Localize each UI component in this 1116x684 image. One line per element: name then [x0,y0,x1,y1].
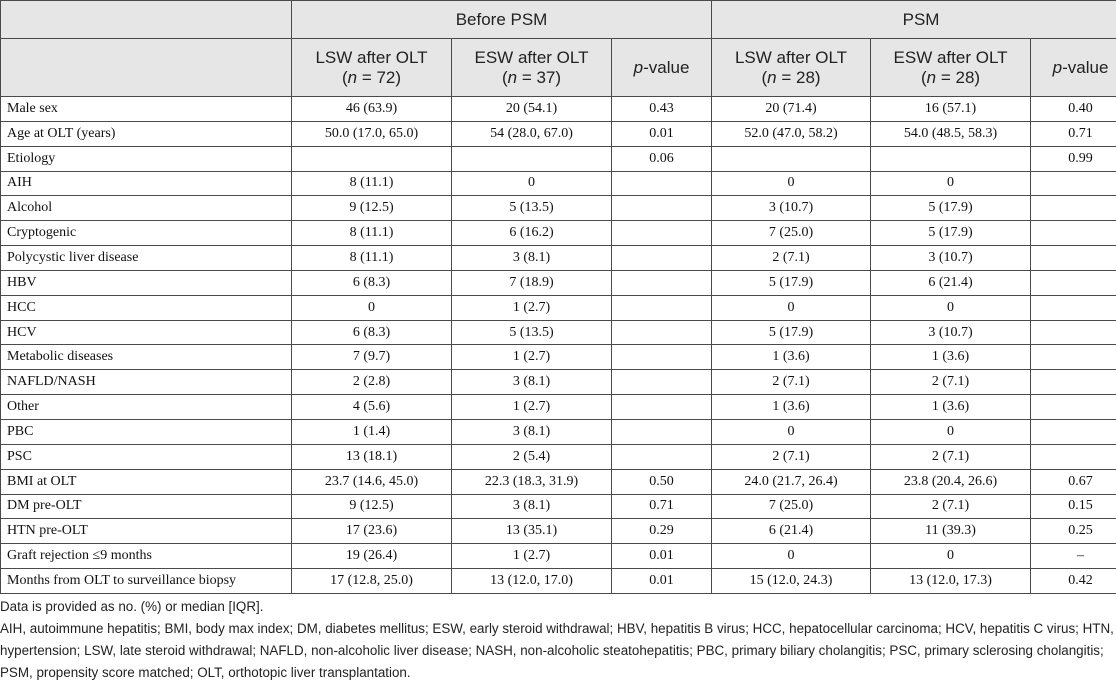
table-row [1,419,1116,444]
row-label: NAFLD/NASH [1,370,292,395]
col-header-p-suffix: -value [643,57,690,77]
table-cell: 0 [712,419,871,444]
table-cell: 8 (11.1) [292,171,452,196]
table-row [1,395,1116,420]
table-row [1,494,1116,519]
table-row [1,370,1116,395]
table-cell: 6 (8.3) [292,270,452,295]
row-label: PSC [1,444,292,469]
table-row [1,221,1116,246]
table-cell: 50.0 (17.0, 65.0) [292,121,452,146]
table-cell [612,246,712,271]
table-cell [292,146,452,171]
table-cell: 5 (17.9) [871,221,1031,246]
table-cell: 0.25 [1031,519,1116,544]
table-row [1,345,1116,370]
table-cell: 54.0 (48.5, 58.3) [871,121,1031,146]
table-cell: 0.67 [1031,469,1116,494]
table-row [1,97,1116,122]
row-label: HTN pre-OLT [1,519,292,544]
table-cell: 13 (35.1) [452,519,612,544]
col-header-p-suffix: -value [1062,57,1109,77]
row-label: Age at OLT (years) [1,121,292,146]
table-cell: 19 (26.4) [292,544,452,569]
table-cell: 17 (12.8, 25.0) [292,569,452,594]
table-cell: 5 (13.5) [452,320,612,345]
col-header-name: ESW after OLT [893,47,1008,67]
table-cell [712,146,871,171]
variable-header [1,39,292,97]
table-row [1,196,1116,221]
row-label: Graft rejection ≤9 months [1,544,292,569]
table-cell: 8 (11.1) [292,246,452,271]
table-cell: 6 (21.4) [712,519,871,544]
col-header-n-open: ( [341,67,348,87]
table-row [1,569,1116,594]
table-row [1,270,1116,295]
col-header-n-var: n [347,67,358,87]
table-cell: 0 [712,544,871,569]
table-row [1,544,1116,569]
row-label: PBC [1,419,292,444]
table-cell: 0.01 [612,544,712,569]
row-label: Months from OLT to surveillance biopsy [1,569,292,594]
table-cell [612,270,712,295]
col-header-n-open: ( [501,67,508,87]
row-label: Other [1,395,292,420]
table-cell: 54 (28.0, 67.0) [452,121,612,146]
col-header [452,39,612,97]
table-cell: 6 (21.4) [871,270,1031,295]
table-row [1,320,1116,345]
table-cell: 0.71 [612,494,712,519]
table-cell [1031,320,1116,345]
table-cell: 0.06 [612,146,712,171]
table-cell [1031,395,1116,420]
table-cell: 2 (5.4) [452,444,612,469]
col-header-p-var: p [633,57,644,77]
table-cell: 2 (7.1) [871,370,1031,395]
table-cell: 0.99 [1031,146,1116,171]
table-cell [1031,345,1116,370]
row-label: Polycystic liver disease [1,246,292,271]
table-cell: 1 (1.4) [292,419,452,444]
table-cell: 3 (10.7) [712,196,871,221]
table-cell: 13 (18.1) [292,444,452,469]
table-cell: 1 (2.7) [452,295,612,320]
table-cell: 20 (71.4) [712,97,871,122]
table-cell: 8 (11.1) [292,221,452,246]
table-cell [1031,444,1116,469]
table-row [1,295,1116,320]
table-cell: 2 (7.1) [871,494,1031,519]
col-header-n-value: = 28) [936,67,981,87]
row-label: HBV [1,270,292,295]
table-cell: 5 (13.5) [452,196,612,221]
table-cell: 16 (57.1) [871,97,1031,122]
table-cell [871,146,1031,171]
table-cell: 5 (17.9) [712,320,871,345]
table-cell: 1 (2.7) [452,395,612,420]
col-header-n-value: = 37) [517,67,562,87]
table-cell: 3 (8.1) [452,494,612,519]
col-header-n-value: = 72) [357,67,402,87]
table-cell: 1 (3.6) [871,345,1031,370]
table-cell: 7 (9.7) [292,345,452,370]
table-row [1,519,1116,544]
table-cell: 5 (17.9) [712,270,871,295]
col-header-n-var: n [767,67,777,87]
table-cell [1031,246,1116,271]
col-header-n-var: n [507,67,518,87]
table-cell: 23.7 (14.6, 45.0) [292,469,452,494]
table-row [1,171,1116,196]
table-cell [612,444,712,469]
table-cell: 0 [871,419,1031,444]
table-cell: 3 (10.7) [871,320,1031,345]
table-cell: 2 (7.1) [871,444,1031,469]
table-cell: 0 [871,295,1031,320]
table-cell [1031,270,1116,295]
table-cell: 22.3 (18.3, 31.9) [452,469,612,494]
table-cell: 9 (12.5) [292,196,452,221]
table-cell: 3 (10.7) [871,246,1031,271]
table-cell: 0 [871,171,1031,196]
table-cell [1031,221,1116,246]
col-header-name: ESW after OLT [474,47,589,67]
table-cell: 9 (12.5) [292,494,452,519]
table-cell: 0.01 [612,569,712,594]
row-label: Male sex [1,97,292,122]
table-cell: 23.8 (20.4, 26.6) [871,469,1031,494]
table-cell: 20 (54.1) [452,97,612,122]
table-cell [1031,171,1116,196]
table-cell: 4 (5.6) [292,395,452,420]
table-row [1,444,1116,469]
col-header-n-value: = 28) [776,67,821,87]
table-cell: 5 (17.9) [871,196,1031,221]
corner-cell [1,1,292,39]
table-cell: 0.40 [1031,97,1116,122]
row-label: Alcohol [1,196,292,221]
table-cell: 3 (8.1) [452,370,612,395]
table-cell [612,221,712,246]
footnote-data-format: Data is provided as no. (%) or median [IQR]. [0,599,264,614]
table-cell [452,146,612,171]
table-cell [1031,370,1116,395]
table-row [1,469,1116,494]
table-cell: 0 [452,171,612,196]
table-cell: 24.0 (21.7, 26.4) [712,469,871,494]
table-cell: 13 (12.0, 17.0) [452,569,612,594]
group-before-psm: Before PSM [292,1,712,39]
row-label: Etiology [1,146,292,171]
col-header-name: LSW after OLT [734,47,848,67]
col-header [712,39,871,97]
table-cell: 0.71 [1031,121,1116,146]
table-cell: 6 (16.2) [452,221,612,246]
table-cell [612,196,712,221]
table-row [1,121,1116,146]
table-row [1,146,1116,171]
col-header [292,39,452,97]
group-psm: PSM [712,1,1116,39]
table-cell: 3 (8.1) [452,419,612,444]
table-cell: 0.43 [612,97,712,122]
row-label: HCC [1,295,292,320]
table-cell: 0 [292,295,452,320]
table-cell: 0.01 [612,121,712,146]
table-cell: 6 (8.3) [292,320,452,345]
table-cell [1031,295,1116,320]
table-cell: 1 (2.7) [452,544,612,569]
table-cell: 0.15 [1031,494,1116,519]
col-header-n-open: ( [920,67,927,87]
table-cell: 0.42 [1031,569,1116,594]
table-cell: 3 (8.1) [452,246,612,271]
col-header [871,39,1031,97]
footnotes [0,596,1116,684]
table-cell [612,345,712,370]
table-cell: 11 (39.3) [871,519,1031,544]
table-cell: 2 (2.8) [292,370,452,395]
table-cell: 7 (25.0) [712,221,871,246]
table-cell [612,171,712,196]
col-header-n-open: ( [761,67,768,87]
table-cell: 0 [712,295,871,320]
table-cell: 52.0 (47.0, 58.2) [712,121,871,146]
row-label: HCV [1,320,292,345]
table-cell [612,320,712,345]
table-cell [612,419,712,444]
table-cell: 1 (2.7) [452,345,612,370]
row-label: AIH [1,171,292,196]
row-label: Metabolic diseases [1,345,292,370]
table-cell: 13 (12.0, 17.3) [871,569,1031,594]
footnote-abbreviations: AIH, autoimmune hepatitis; BMI, body max index; DM, diabetes mellitus; ESW, early steroid withdrawal; HBV, hepatitis B virus; HCC, hepatocellular carcinoma; HCV, hepatitis C virus; HTN, hypertension; LSW, late steroid withdrawal; NAFLD, non-alcoholic liver disease; NASH, non-alcoholic steatohepatitis; PBC, primary biliary cholangitis; PSC, primary sclerosing cholangitis; PSM, propensity score matched; OLT, orthotopic liver transplantation. [0,621,1114,680]
table-cell: – [1031,544,1116,569]
table-cell: 2 (7.1) [712,246,871,271]
col-header-p-var: p [1052,57,1063,77]
table-cell [1031,196,1116,221]
table-cell: 0 [712,171,871,196]
table-cell: 2 (7.1) [712,370,871,395]
col-header [612,39,712,97]
table-cell: 0.29 [612,519,712,544]
table-cell: 2 (7.1) [712,444,871,469]
table-cell: 15 (12.0, 24.3) [712,569,871,594]
table-cell: 0.50 [612,469,712,494]
col-header [1031,39,1116,97]
col-header-name: LSW after OLT [315,47,428,67]
row-label: BMI at OLT [1,469,292,494]
table-cell: 1 (3.6) [871,395,1031,420]
table-cell: 0 [871,544,1031,569]
table-row [1,246,1116,271]
table-cell [1031,419,1116,444]
table-cell [612,295,712,320]
table-cell: 1 (3.6) [712,345,871,370]
table-cell [612,395,712,420]
row-label: Cryptogenic [1,221,292,246]
table-cell: 7 (25.0) [712,494,871,519]
table-cell: 1 (3.6) [712,395,871,420]
table-cell: 17 (23.6) [292,519,452,544]
column-header-row [1,39,1116,97]
group-header-row [1,1,1116,39]
col-header-n-var: n [926,67,937,87]
row-label: DM pre-OLT [1,494,292,519]
table-cell: 46 (63.9) [292,97,452,122]
table-cell: 7 (18.9) [452,270,612,295]
table-cell [612,370,712,395]
